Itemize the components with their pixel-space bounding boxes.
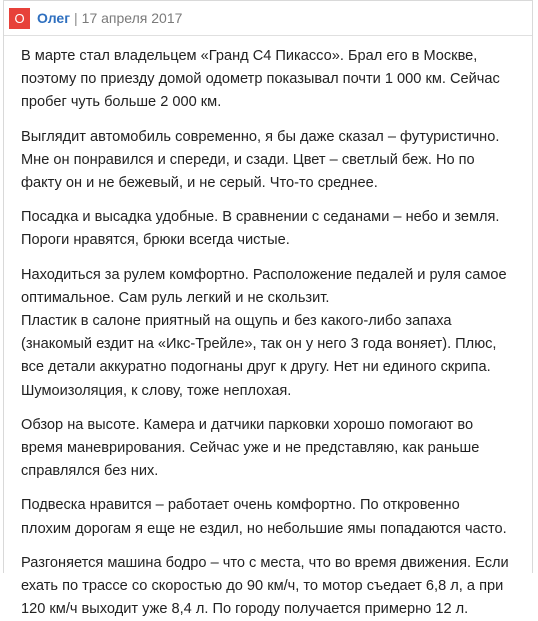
review-paragraph: Находиться за рулем комфортно. Расположение педалей и руля самое оптимальное. Сам руль легкий и не скользит. Пластик в салоне приятный на ощупь и без какого-либо запаха (знакомый ездит на «Икс-Трейле», так он у него 3 года воняет). Плюс, все детали аккуратно подогнаны друг к другу. Нет ни единого скрипа. Шумоизоляция, к слову, тоже неплохая. — [21, 266, 507, 399]
review-card — [3, 0, 533, 618]
review-paragraph: Разгоняется машина бодро – что с места, что во время движения. Если ехать по трассе со скоростью до 90 км/ч, то мотор съедает 6,8 л, а при 120 км/ч выходит уже 8,4 л. По городу получается примерно 12 л. — [21, 554, 509, 618]
review-paragraph: Обзор на высоте. Камера и датчики парковки хорошо помогают во время маневрирования. Сейчас уже и не представляю, как раньше справлялся без них. — [21, 416, 480, 480]
author-name[interactable]: Олег — [37, 10, 71, 26]
header-separator: | — [74, 10, 78, 26]
review-paragraph: Посадка и высадка удобные. В сравнении с седанами – небо и земля. Пороги нравятся, брюки всегда чистые. — [21, 209, 500, 249]
review-paragraph: Подвеска нравится – работает очень комфортно. По откровенно плохим дорогам я еще не ездил, но небольшие ямы попадаются часто. — [21, 497, 507, 537]
review-paragraph: В марте стал владельцем «Гранд С4 Пикассо». Брал его в Москве, поэтому по приезду домой одометр показывал почти 1 000 км. Сейчас пробег чуть больше 2 000 км. — [21, 48, 500, 111]
review-body — [4, 36, 516, 621]
review-header — [4, 1, 532, 36]
review-date: 17 апреля 2017 — [81, 10, 183, 26]
review-paragraph: Выглядит автомобиль современно, я бы даже сказал – футуристично. Мне он понравился и спереди, и сзади. Цвет – светлый беж. Но по факту он и не бежевый, и не серый. Что-то среднее. — [21, 128, 500, 192]
avatar: О — [9, 8, 30, 29]
